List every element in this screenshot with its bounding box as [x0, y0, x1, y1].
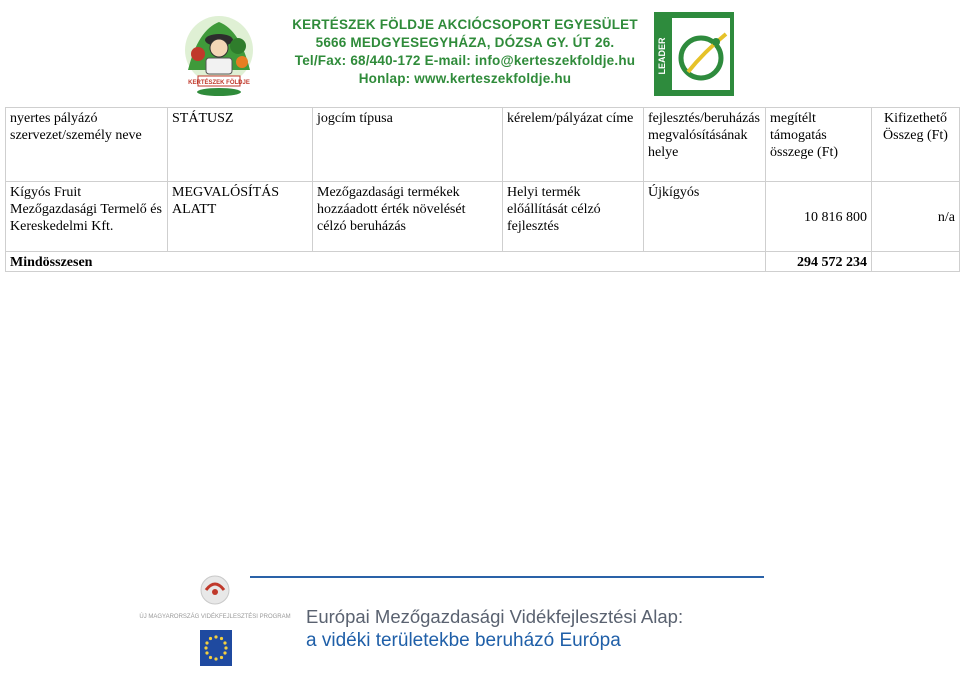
uj-magyarorszag-logo — [139, 570, 291, 634]
organization-contact: Tel/Fax: 68/440-172 E-mail: info@kerteszekfoldje.hu — [294, 53, 636, 68]
total-label: Mindösszesen — [6, 252, 766, 272]
header-application-title: kérelem/pályázat címe — [503, 108, 644, 182]
cell-payable-amount: n/a — [872, 182, 960, 252]
leader-logo — [654, 12, 734, 96]
cell-title-type: Mezőgazdasági termékek hozzáadott érték növelését célzó beruházás — [313, 182, 503, 252]
header-location: fejlesztés/beruházás megvalósításának helye — [644, 108, 766, 182]
total-row — [6, 252, 960, 272]
svg-text:ÚJ MAGYARORSZÁG VIDÉKFEJLESZTÉ: ÚJ MAGYARORSZÁG VIDÉKFEJLESZTÉSI PROGRAM — [139, 614, 291, 620]
footer-fund-name: Európai Mezőgazdasági Vidékfejlesztési Alap: — [306, 606, 684, 627]
total-value: 294 572 234 — [766, 252, 872, 272]
organization-info — [280, 16, 650, 88]
organization-name: KERTÉSZEK FÖLDJE AKCIÓCSOPORT EGYESÜLET — [292, 17, 638, 32]
header-status: STÁTUSZ — [168, 108, 313, 182]
footer — [0, 560, 960, 676]
svg-text:LEADER: LEADER — [657, 37, 667, 75]
cell-application-title: Helyi termék előállítását célzó fejlesztés — [503, 182, 644, 252]
footer-slogan: a vidéki területekbe beruházó Európa — [306, 630, 621, 651]
grant-table — [5, 107, 960, 272]
cell-status: MEGVALÓSÍTÁS ALATT — [168, 182, 313, 252]
footer-divider — [250, 576, 764, 578]
total-empty-cell — [872, 252, 960, 272]
cell-applicant: Kígyós Fruit Mezőgazdasági Termelő és Kereskedelmi Kft. — [6, 182, 168, 252]
cell-granted-amount: 10 816 800 — [766, 182, 872, 252]
header-title-type: jogcím típusa — [313, 108, 503, 182]
cell-location: Újkígyós — [644, 182, 766, 252]
svg-text:KERTÉSZEK FÖLDJE: KERTÉSZEK FÖLDJE — [188, 80, 250, 86]
table-row — [6, 182, 960, 252]
table-header-row — [6, 108, 960, 182]
header-applicant: nyertes pályázó szervezet/személy neve — [6, 108, 168, 182]
organization-website[interactable]: Honlap: www.kerteszekfoldje.hu — [358, 71, 572, 86]
letterhead — [0, 0, 960, 100]
kerteszek-foldje-logo — [178, 10, 260, 98]
header-payable-amount: Kifizethető Összeg (Ft) — [872, 108, 960, 182]
eu-flag-icon — [200, 630, 232, 666]
organization-address: 5666 MEDGYESEGYHÁZA, DÓZSA GY. ÚT 26. — [315, 35, 615, 50]
header-granted-amount: megítélt támogatás összege (Ft) — [766, 108, 872, 182]
